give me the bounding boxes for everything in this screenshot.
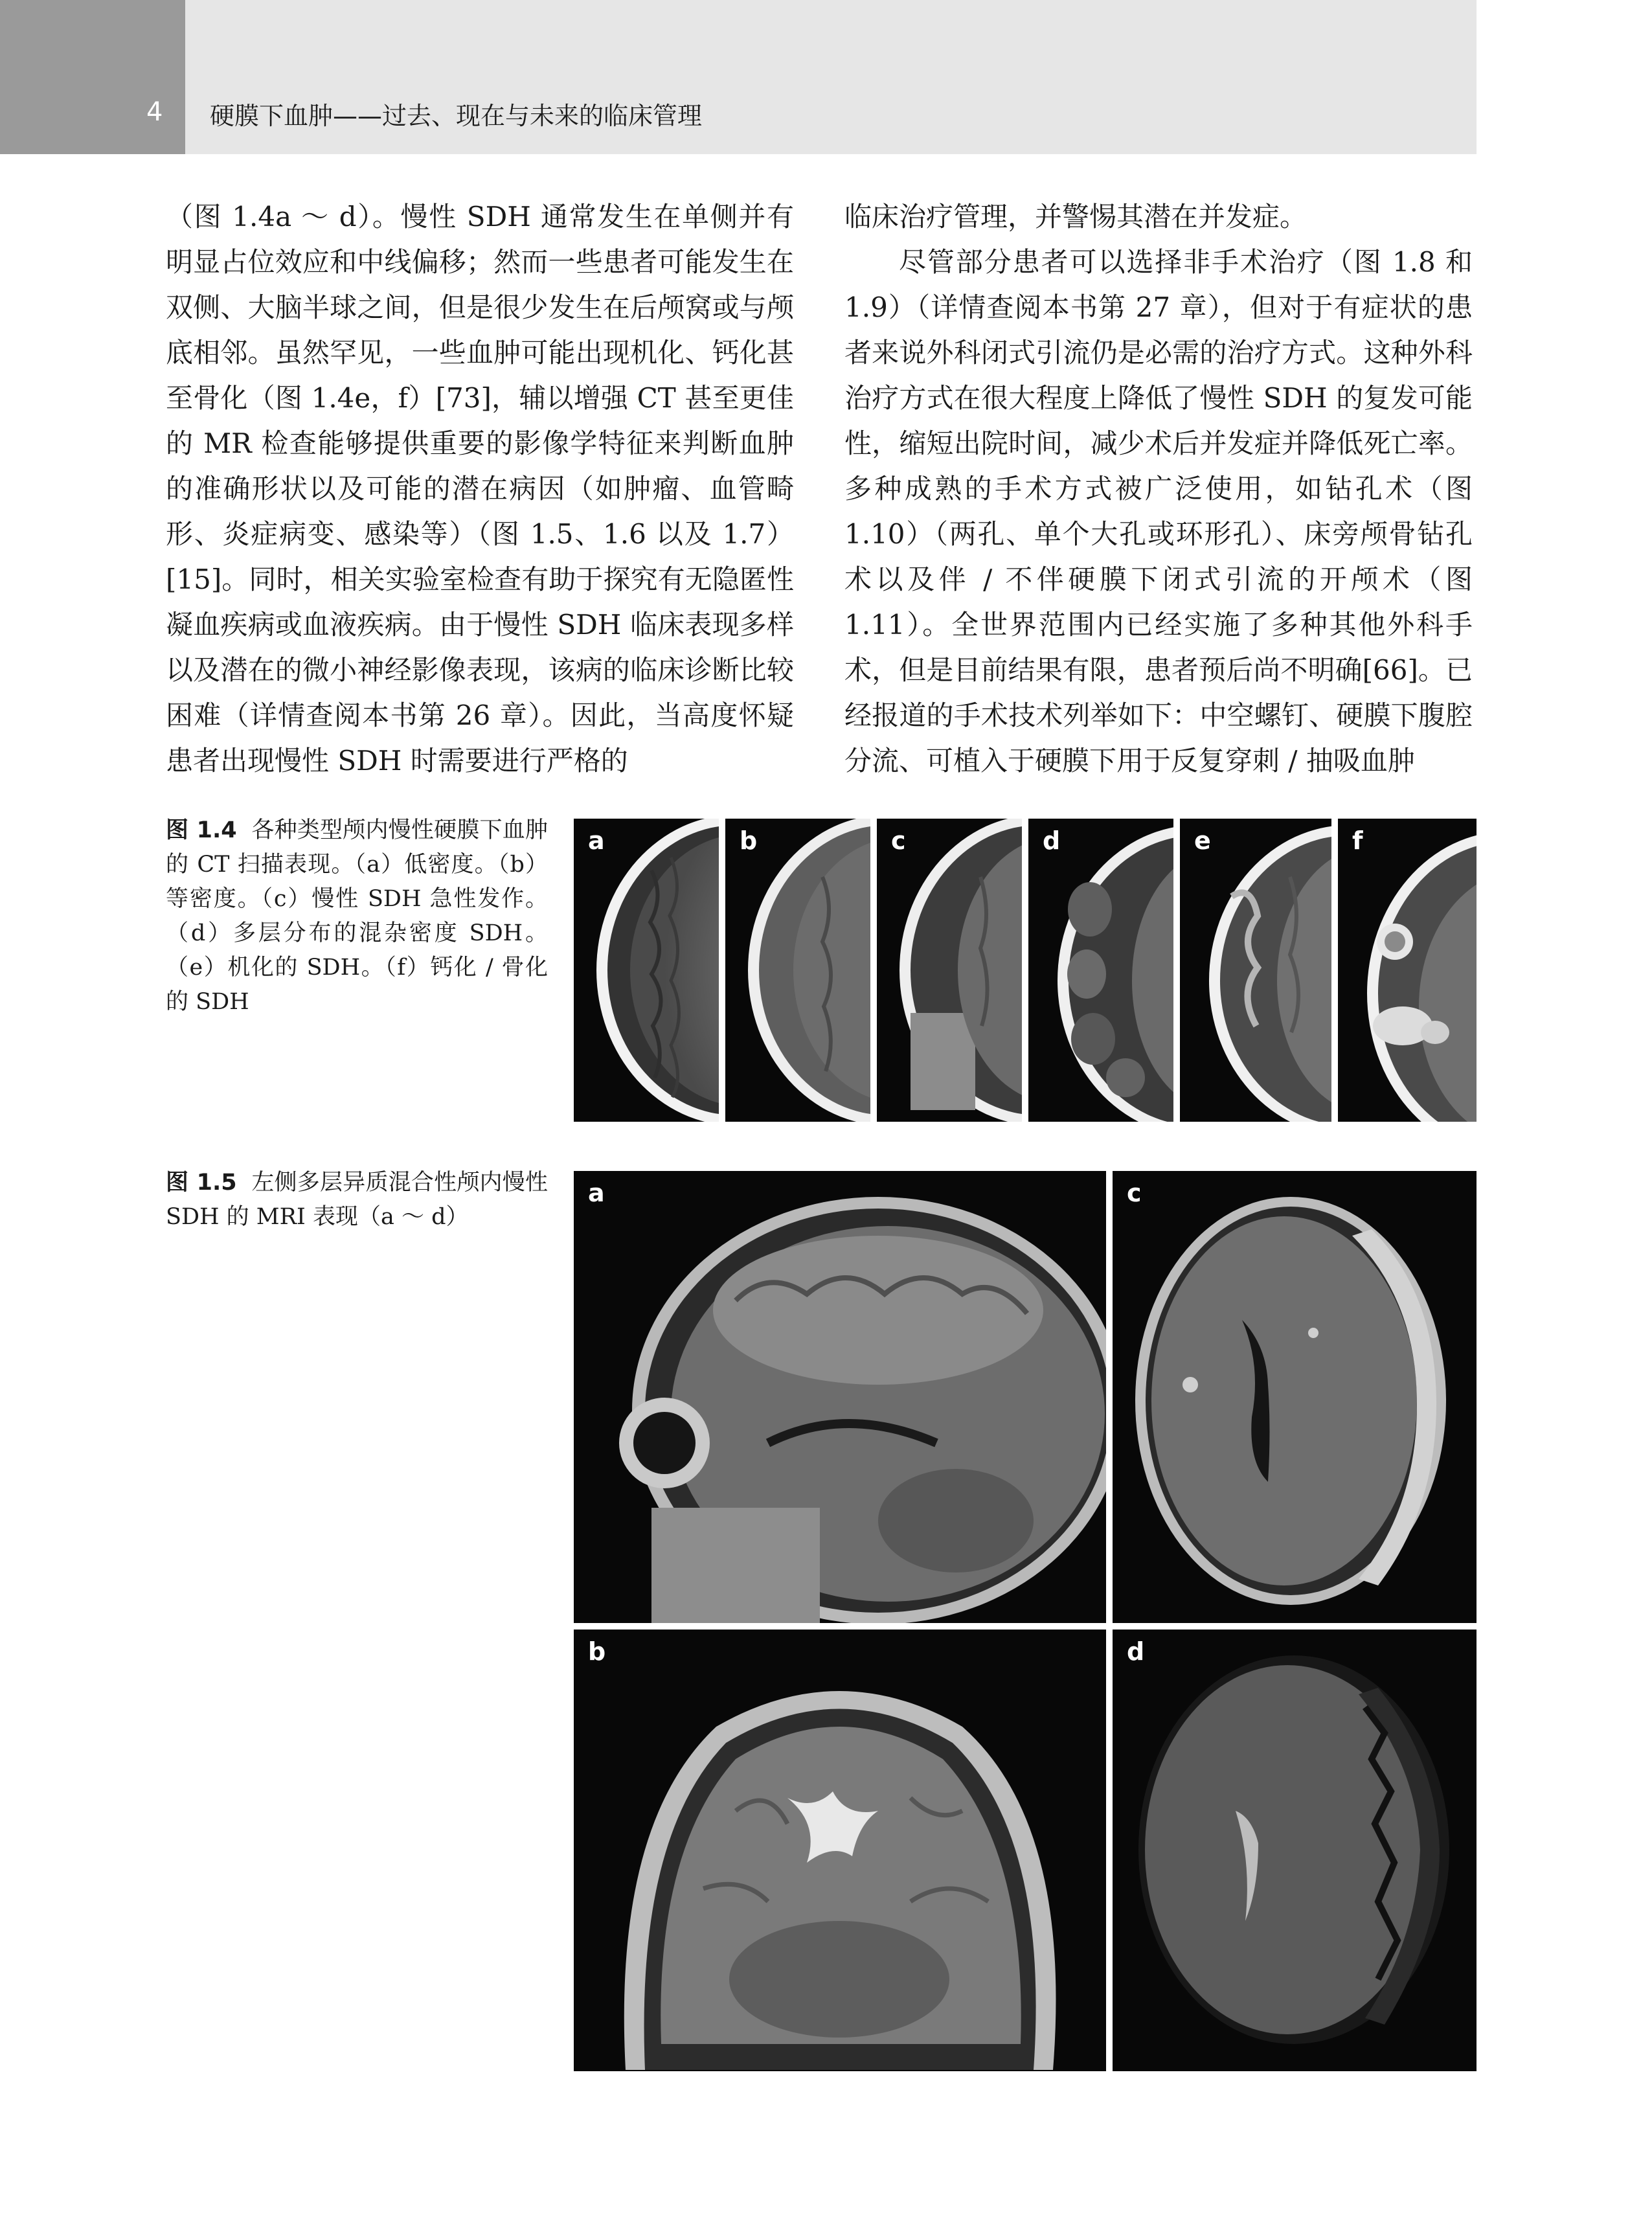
caption-text: 左侧多层异质混合性颅内慢性 SDH 的 MRI 表现（a ～ d） <box>166 1170 548 1230</box>
ct-scan-panel-d <box>1028 819 1173 1122</box>
mri-axial-image <box>1113 1630 1477 2071</box>
panel-label: d <box>1127 1637 1145 1666</box>
panel-label: a <box>588 826 605 855</box>
caption-text: 各种类型颅内慢性硬膜下血肿的 CT 扫描表现。（a）低密度。（b）等密度。（c）慢性 SDH 急性发作。（d）多层分布的混杂密度 SDH。（e）机化的 SDH。（f）钙化 / 骨化的 SDH <box>166 817 548 1015</box>
body-paragraph: （图 1.4a ～ d）。慢性 SDH 通常发生在单侧并有明显占位效应和中线偏移；然而一些患者可能发生在双侧、大脑半球之间，但是很少发生在后颅窝或与颅底相邻。虽然罕见，一些血肿可能出现机化、钙化甚至骨化（图 1.4e，f）[73]，辅以增强 CT 甚至更佳的 MR 检查能够提供重要的影像学特征来判断血肿的准确形状以及可能的潜在病因（如肿瘤、血管畸形、炎症病变、感染等）（图 1.5、1.6 以及 1.7）[15]。同时，相关实验室检查有助于探究有无隐匿性凝血疾病或血液疾病。由于慢性 SDH 临床表现多样以及潜在的微小神经影像表现，该病的临床诊断比较困难（详情查阅本书第 26 章）。因此，当高度怀疑患者出现慢性 SDH 时需要进行严格的 <box>166 201 794 777</box>
panel-label: c <box>891 826 906 855</box>
right-text-column <box>844 194 1473 784</box>
page-number-tab <box>0 0 185 154</box>
panel-label: b <box>588 1637 606 1666</box>
mri-sagittal-image <box>574 1171 1106 1623</box>
ct-scan-panel-c <box>877 819 1022 1122</box>
body-paragraph: 临床治疗管理，并警惕其潜在并发症。 <box>844 201 1307 233</box>
ct-scan-image <box>1338 819 1477 1122</box>
ct-scan-panel-e <box>1180 819 1331 1122</box>
ct-scan-image <box>877 819 1022 1122</box>
panel-label: e <box>1194 826 1211 855</box>
ct-scan-image <box>574 819 719 1122</box>
mri-coronal-image <box>574 1630 1106 2071</box>
left-text-column <box>166 194 794 784</box>
ct-scan-image <box>725 819 870 1122</box>
panel-label: c <box>1127 1179 1142 1207</box>
panel-label: b <box>740 826 758 855</box>
page-number: 4 <box>146 97 163 127</box>
figure-1-5-caption <box>166 1166 548 1234</box>
ct-scan-panel-b <box>725 819 870 1122</box>
mri-panel-d <box>1113 1630 1477 2071</box>
ct-scan-panel-a <box>574 819 719 1122</box>
mri-panel-c <box>1113 1171 1477 1623</box>
mri-panel-a <box>574 1171 1106 1623</box>
ct-scan-image <box>1028 819 1173 1122</box>
body-paragraph: 尽管部分患者可以选择非手术治疗（图 1.8 和 1.9）（详情查阅本书第 27 章），但对于有症状的患者来说外科闭式引流仍是必需的治疗方式。这种外科治疗方式在很大程度上降低了慢性 SDH 的复发可能性，缩短出院时间，减少术后并发症并降低死亡率。多种成熟的手术方式被广泛使用，如钻孔术（图 1.10）（两孔、单个大孔或环形孔）、床旁颅骨钻孔术以及伴 / 不伴硬膜下闭式引流的开颅术（图 1.11）。全世界范围内已经实施了多种其他外科手术，但是目前结果有限，患者预后尚不明确[66]。已经报道的手术技术列举如下：中空螺钉、硬膜下腹腔分流、可植入于硬膜下用于反复穿刺 / 抽吸血肿 <box>844 246 1473 777</box>
ct-scan-image <box>1180 819 1331 1122</box>
mri-panel-b <box>574 1630 1106 2071</box>
figure-1-4-caption <box>166 813 548 1019</box>
running-title: 硬膜下血肿——过去、现在与未来的临床管理 <box>210 102 703 130</box>
panel-label: f <box>1352 826 1363 855</box>
mri-axial-image <box>1113 1171 1477 1623</box>
figure-label: 图 1.4 <box>166 817 237 843</box>
figure-label: 图 1.5 <box>166 1170 237 1196</box>
ct-scan-panel-f <box>1338 819 1477 1122</box>
panel-label: a <box>588 1179 605 1207</box>
panel-label: d <box>1043 826 1061 855</box>
